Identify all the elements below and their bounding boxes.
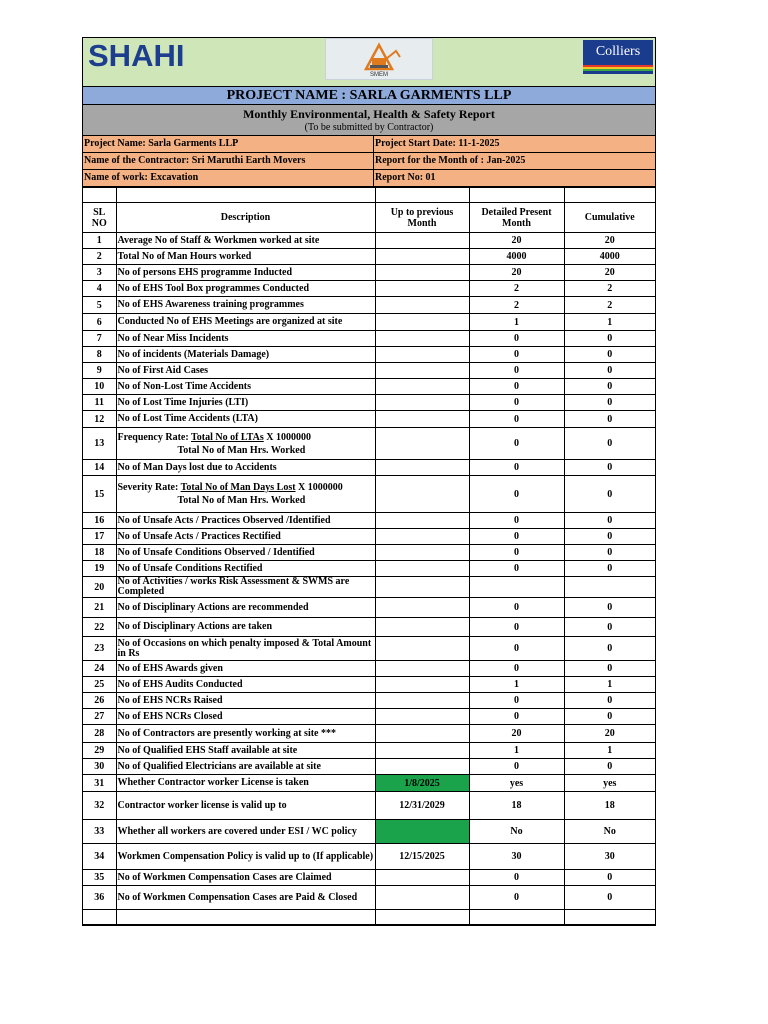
row-cumulative: 0 [564, 693, 655, 709]
row-cumulative: 0 [564, 529, 655, 545]
row-description: No of Lost Time Injuries (LTI) [116, 395, 375, 411]
row-sl-number: 3 [83, 265, 116, 281]
row-present-month: 20 [469, 725, 564, 743]
row-previous-month [375, 428, 469, 460]
row-description: No of persons EHS programme Inducted [116, 265, 375, 281]
table-row [83, 331, 655, 347]
row-cumulative: 0 [564, 870, 655, 886]
row-previous-month [375, 577, 469, 598]
logo-banner [83, 38, 655, 87]
row-cumulative: 0 [564, 886, 655, 910]
row-present-month: 0 [469, 661, 564, 677]
row-description: Workmen Compensation Policy is valid up to (If applicable) [116, 844, 375, 870]
smem-logo [325, 38, 433, 80]
row-cumulative: 0 [564, 395, 655, 411]
row-present-month: 0 [469, 529, 564, 545]
row-description: No of Unsafe Conditions Rectified [116, 561, 375, 577]
row-description: No of Occasions on which penalty imposed & Total Amount in Rs [116, 637, 375, 661]
row-present-month: 20 [469, 233, 564, 249]
row-cumulative: 0 [564, 363, 655, 379]
row-cumulative: 1 [564, 314, 655, 331]
row-cumulative: 20 [564, 265, 655, 281]
row-description: Whether Contractor worker License is taken [116, 775, 375, 792]
row-cumulative: 0 [564, 561, 655, 577]
table-row [83, 775, 655, 792]
table-row [83, 870, 655, 886]
row-cumulative: 0 [564, 759, 655, 775]
row-description: No of Activities / works Risk Assessment & SWMS are Completed [116, 577, 375, 598]
row-present-month: 18 [469, 792, 564, 820]
row-cumulative: 18 [564, 792, 655, 820]
table-row [83, 395, 655, 411]
formula-multiplier: X 1000000 [295, 482, 343, 493]
row-cumulative: 0 [564, 428, 655, 460]
table-row [83, 709, 655, 725]
row-description: No of EHS Awards given [116, 661, 375, 677]
header-cumulative: Cumulative [564, 203, 655, 233]
row-sl-number: 34 [83, 844, 116, 870]
row-description: No of EHS Tool Box programmes Conducted [116, 281, 375, 297]
row-present-month: 0 [469, 363, 564, 379]
row-present-month [469, 577, 564, 598]
table-row [83, 661, 655, 677]
row-sl-number: 7 [83, 331, 116, 347]
project-start-date: Project Start Date: 11-1-2025 [375, 138, 500, 149]
contractor-name: Name of the Contractor: Sri Maruthi Earth Movers [83, 153, 374, 169]
row-previous-month [375, 363, 469, 379]
report-number: Report No: 01 [375, 172, 436, 183]
row-present-month: 1 [469, 743, 564, 759]
row-cumulative: 1 [564, 743, 655, 759]
report-sheet [82, 37, 656, 926]
table-row [83, 460, 655, 476]
row-previous-month [375, 460, 469, 476]
table-row [83, 545, 655, 561]
row-sl-number: 36 [83, 886, 116, 910]
row-cumulative: 20 [564, 233, 655, 249]
table-row [83, 379, 655, 395]
row-previous-month [375, 379, 469, 395]
formula-numerator: Total No of LTAs [191, 431, 264, 443]
row-sl-number: 13 [83, 428, 116, 460]
row-previous-month [375, 297, 469, 314]
row-description [116, 476, 375, 513]
header-description: Description [116, 203, 375, 233]
row-present-month: 1 [469, 677, 564, 693]
table-row [83, 792, 655, 820]
row-sl-number: 1 [83, 233, 116, 249]
row-previous-month [375, 395, 469, 411]
row-previous-month [375, 870, 469, 886]
row-description: No of Man Days lost due to Accidents [116, 460, 375, 476]
smem-logo-text: SMEM [370, 72, 388, 78]
row-cumulative: yes [564, 775, 655, 792]
formula-label: Severity Rate: [117, 482, 181, 493]
row-cumulative: 0 [564, 379, 655, 395]
row-description: No of Qualified EHS Staff available at site [116, 743, 375, 759]
row-present-month: 0 [469, 870, 564, 886]
row-description: No of EHS Awareness training programmes [116, 297, 375, 314]
row-description: No of Workmen Compensation Cases are Claimed [116, 870, 375, 886]
row-present-month: 0 [469, 347, 564, 363]
table-row [83, 677, 655, 693]
row-present-month: 0 [469, 545, 564, 561]
row-description: No of Unsafe Acts / Practices Rectified [116, 529, 375, 545]
row-description: No of Workmen Compensation Cases are Paid & Closed [116, 886, 375, 910]
row-sl-number: 16 [83, 513, 116, 529]
row-sl-number: 35 [83, 870, 116, 886]
info-row-3 [83, 170, 655, 187]
row-previous-month [375, 637, 469, 661]
row-cumulative: 0 [564, 709, 655, 725]
table-row [83, 693, 655, 709]
row-previous-month [375, 661, 469, 677]
row-description: No of Qualified Electricians are available at site [116, 759, 375, 775]
spacer-row [83, 910, 655, 925]
row-cumulative: 4000 [564, 249, 655, 265]
row-sl-number: 19 [83, 561, 116, 577]
colliers-logo-text: Colliers [595, 44, 641, 59]
row-cumulative: 0 [564, 598, 655, 618]
table-row [83, 529, 655, 545]
row-previous-month [375, 618, 469, 637]
row-present-month: 20 [469, 265, 564, 281]
row-previous-month [375, 725, 469, 743]
row-description: Whether all workers are covered under ESI / WC policy [116, 820, 375, 844]
row-sl-number: 6 [83, 314, 116, 331]
row-description: Conducted No of EHS Meetings are organized at site [116, 314, 375, 331]
row-sl-number: 10 [83, 379, 116, 395]
row-present-month: 0 [469, 513, 564, 529]
row-present-month: 0 [469, 561, 564, 577]
row-previous-month [375, 233, 469, 249]
row-description: Contractor worker license is valid up to [116, 792, 375, 820]
row-present-month: 0 [469, 618, 564, 637]
row-previous-month [375, 545, 469, 561]
formula-denominator: Total No of Man Hrs. Worked [177, 444, 306, 456]
row-description: No of Disciplinary Actions are recommended [116, 598, 375, 618]
row-cumulative: 0 [564, 545, 655, 561]
row-present-month: 1 [469, 314, 564, 331]
row-sl-number: 17 [83, 529, 116, 545]
project-name: Project Name: Sarla Garments LLP [83, 136, 374, 152]
row-present-month: yes [469, 775, 564, 792]
row-cumulative: 2 [564, 297, 655, 314]
row-present-month: 0 [469, 693, 564, 709]
row-description: No of incidents (Materials Damage) [116, 347, 375, 363]
report-title-block [83, 105, 655, 136]
row-sl-number: 30 [83, 759, 116, 775]
row-present-month: 0 [469, 759, 564, 775]
row-sl-number: 20 [83, 577, 116, 598]
row-previous-month [375, 411, 469, 428]
row-cumulative: 0 [564, 331, 655, 347]
row-cumulative: 30 [564, 844, 655, 870]
row-previous-month [375, 281, 469, 297]
row-cumulative: 0 [564, 513, 655, 529]
row-present-month: 0 [469, 379, 564, 395]
table-row [83, 428, 655, 460]
row-previous-month [375, 693, 469, 709]
row-previous-month [375, 314, 469, 331]
info-row-2 [83, 153, 655, 170]
table-row [83, 297, 655, 314]
row-description: No of Unsafe Acts / Practices Observed /Identified [116, 513, 375, 529]
row-cumulative [564, 577, 655, 598]
row-description: No of Contractors are presently working at site *** [116, 725, 375, 743]
row-cumulative: 0 [564, 411, 655, 428]
table-row [83, 363, 655, 379]
table-row [83, 281, 655, 297]
row-description: No of Lost Time Accidents (LTA) [116, 411, 375, 428]
row-sl-number: 15 [83, 476, 116, 513]
row-sl-number: 24 [83, 661, 116, 677]
row-description: No of First Aid Cases [116, 363, 375, 379]
row-sl-number: 26 [83, 693, 116, 709]
row-previous-month [375, 249, 469, 265]
row-previous-month [375, 513, 469, 529]
row-previous-month [375, 709, 469, 725]
row-sl-number: 18 [83, 545, 116, 561]
row-previous-month [375, 331, 469, 347]
formula-label: Frequency Rate: [117, 431, 192, 443]
row-sl-number: 27 [83, 709, 116, 725]
ehs-table [83, 187, 655, 925]
row-previous-month [375, 265, 469, 281]
row-present-month: 0 [469, 460, 564, 476]
row-present-month: 2 [469, 297, 564, 314]
row-sl-number: 2 [83, 249, 116, 265]
header-present-month: Detailed Present Month [469, 203, 564, 233]
row-present-month: 30 [469, 844, 564, 870]
colliers-stripes-icon [583, 65, 653, 71]
row-sl-number: 23 [83, 637, 116, 661]
row-present-month: 0 [469, 476, 564, 513]
row-previous-month [375, 886, 469, 910]
row-sl-number: 4 [83, 281, 116, 297]
table-row [83, 886, 655, 910]
row-sl-number: 31 [83, 775, 116, 792]
row-sl-number: 28 [83, 725, 116, 743]
row-cumulative: 0 [564, 661, 655, 677]
table-header-row [83, 203, 655, 233]
row-cumulative: 0 [564, 476, 655, 513]
row-sl-number: 25 [83, 677, 116, 693]
row-cumulative: 1 [564, 677, 655, 693]
table-row [83, 476, 655, 513]
row-sl-number: 11 [83, 395, 116, 411]
row-sl-number: 22 [83, 618, 116, 637]
table-row [83, 561, 655, 577]
info-row-1 [83, 136, 655, 153]
header-sl: SL NO [83, 203, 116, 233]
row-present-month: 2 [469, 281, 564, 297]
row-cumulative: 0 [564, 618, 655, 637]
row-cumulative: 0 [564, 460, 655, 476]
spacer-row [83, 188, 655, 203]
row-present-month: No [469, 820, 564, 844]
table-row [83, 598, 655, 618]
row-previous-month [375, 476, 469, 513]
row-previous-month: 12/31/2029 [375, 792, 469, 820]
row-sl-number: 8 [83, 347, 116, 363]
row-sl-number: 32 [83, 792, 116, 820]
row-sl-number: 29 [83, 743, 116, 759]
shahi-logo: SHAHI [88, 38, 185, 73]
table-row [83, 820, 655, 844]
formula-numerator: Total No of Man Days Lost [180, 482, 296, 493]
formula-denominator: Total No of Man Hrs. Worked [177, 495, 306, 506]
report-title: Monthly Environmental, Health & Safety Report [243, 107, 495, 121]
row-present-month: 0 [469, 886, 564, 910]
row-previous-month [375, 561, 469, 577]
row-description: No of EHS NCRs Raised [116, 693, 375, 709]
table-row [83, 743, 655, 759]
row-sl-number: 5 [83, 297, 116, 314]
row-present-month: 0 [469, 331, 564, 347]
row-present-month: 0 [469, 637, 564, 661]
table-row [83, 725, 655, 743]
table-row [83, 844, 655, 870]
table-row [83, 513, 655, 529]
row-previous-month [375, 759, 469, 775]
row-description: No of Near Miss Incidents [116, 331, 375, 347]
row-cumulative: 20 [564, 725, 655, 743]
row-description: No of Unsafe Conditions Observed / Identified [116, 545, 375, 561]
row-sl-number: 12 [83, 411, 116, 428]
work-name: Name of work: Excavation [83, 170, 374, 186]
row-present-month: 0 [469, 598, 564, 618]
report-month: Report for the Month of : Jan-2025 [375, 155, 526, 166]
table-row [83, 637, 655, 661]
row-cumulative: 0 [564, 637, 655, 661]
row-cumulative: 2 [564, 281, 655, 297]
row-previous-month [375, 529, 469, 545]
row-present-month: 0 [469, 428, 564, 460]
row-description: No of Disciplinary Actions are taken [116, 618, 375, 637]
table-row [83, 233, 655, 249]
row-description: No of Non-Lost Time Accidents [116, 379, 375, 395]
row-sl-number: 21 [83, 598, 116, 618]
row-sl-number: 14 [83, 460, 116, 476]
row-cumulative: No [564, 820, 655, 844]
row-present-month: 0 [469, 395, 564, 411]
table-row [83, 759, 655, 775]
table-row [83, 577, 655, 598]
header-previous-month: Up to previous Month [375, 203, 469, 233]
formula-multiplier: X 1000000 [263, 431, 311, 443]
row-previous-month: 1/8/2025 [375, 775, 469, 792]
row-description: Average No of Staff & Workmen worked at site [116, 233, 375, 249]
project-title: PROJECT NAME : SARLA GARMENTS LLP [83, 87, 655, 105]
row-description: No of EHS NCRs Closed [116, 709, 375, 725]
table-row [83, 411, 655, 428]
table-row [83, 347, 655, 363]
row-description: Total No of Man Hours worked [116, 249, 375, 265]
row-present-month: 4000 [469, 249, 564, 265]
row-sl-number: 33 [83, 820, 116, 844]
report-note: (To be submitted by Contractor) [304, 122, 434, 133]
row-previous-month [375, 347, 469, 363]
row-previous-month [375, 677, 469, 693]
row-present-month: 0 [469, 411, 564, 428]
table-row [83, 265, 655, 281]
row-previous-month [375, 743, 469, 759]
row-cumulative: 0 [564, 347, 655, 363]
table-row [83, 314, 655, 331]
row-present-month: 0 [469, 709, 564, 725]
row-previous-month [375, 598, 469, 618]
table-row [83, 618, 655, 637]
row-description [116, 428, 375, 460]
row-previous-month [375, 820, 469, 844]
row-previous-month: 12/15/2025 [375, 844, 469, 870]
row-sl-number: 9 [83, 363, 116, 379]
row-description: No of EHS Audits Conducted [116, 677, 375, 693]
colliers-logo [583, 40, 653, 74]
table-row [83, 249, 655, 265]
